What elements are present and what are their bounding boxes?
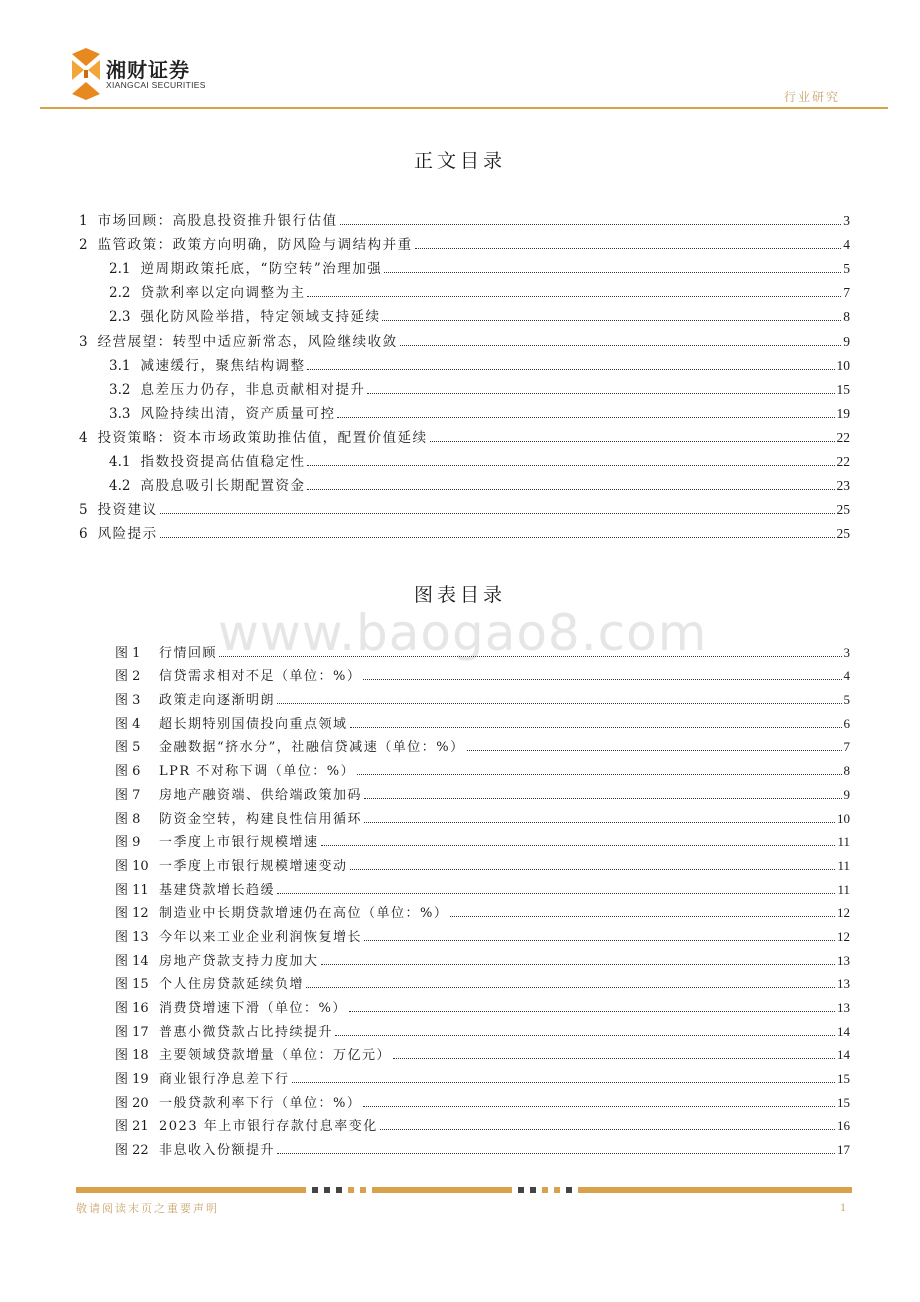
figure-entry[interactable]	[115, 874, 850, 898]
toc-entry[interactable]	[79, 350, 850, 374]
entry-number: 图 4	[115, 716, 141, 732]
dot-leader	[307, 465, 834, 466]
figure-entry[interactable]	[115, 708, 850, 732]
toc-entry[interactable]	[79, 253, 850, 277]
dot-leader	[349, 1011, 835, 1012]
figure-entry[interactable]	[115, 1016, 850, 1040]
entry-number: 3.3	[109, 405, 131, 422]
entry-number: 1	[79, 213, 88, 230]
entry-page-number: 12	[837, 928, 850, 944]
dot-leader	[350, 869, 836, 870]
entry-number: 图 13	[115, 929, 149, 945]
dot-leader	[277, 703, 841, 704]
entry-page-number: 11	[837, 857, 850, 873]
entry-label: 风险提示	[97, 526, 158, 543]
entry-page-number: 13	[837, 976, 850, 992]
entry-page-number: 19	[836, 405, 850, 421]
entry-page-number: 25	[836, 526, 850, 542]
entry-number: 图 1	[115, 645, 141, 661]
entry-number: 图 15	[115, 977, 149, 993]
dot-leader	[277, 1153, 835, 1154]
dot-leader	[160, 537, 835, 538]
entry-label: 主要领域贷款增量（单位：万亿元）	[159, 1048, 392, 1064]
entry-label: 经营展望：转型中适应新常态，风险继续收敛	[97, 333, 398, 350]
entry-number: 图 9	[115, 835, 141, 851]
dot-leader	[307, 489, 834, 490]
figure-entry[interactable]	[115, 1040, 850, 1064]
figure-list-title: 图表目录	[413, 584, 506, 606]
entry-page-number: 22	[836, 429, 850, 445]
entry-label: 一季度上市银行规模增速	[159, 835, 319, 851]
dot-leader	[430, 441, 835, 442]
entry-page-number: 3	[843, 644, 850, 660]
entry-number: 图 20	[115, 1095, 149, 1111]
figure-entry[interactable]	[115, 898, 850, 922]
figure-entry[interactable]	[115, 992, 850, 1016]
entry-page-number: 9	[843, 333, 850, 349]
entry-label: 金融数据“挤水分”，社融信贷减速（单位：%）	[159, 740, 465, 756]
dot-leader	[307, 296, 841, 297]
entry-label: 高股息吸引长期配置资金	[140, 478, 306, 495]
entry-label: 消费贷增速下滑（单位：%）	[159, 1001, 347, 1016]
watermark: www.baogao8.com	[218, 604, 708, 662]
dot-leader	[307, 369, 834, 370]
figure-entry[interactable]	[115, 1111, 850, 1135]
entry-page-number: 13	[837, 952, 850, 968]
entry-label: 政策走向逐渐明朗	[159, 693, 276, 709]
entry-label: 房地产贷款支持力度加大	[159, 953, 319, 969]
toc-entry[interactable]	[79, 374, 850, 398]
entry-page-number: 25	[836, 502, 850, 518]
entry-number: 6	[79, 526, 88, 543]
dot-leader	[357, 774, 841, 775]
dot-leader	[384, 272, 841, 273]
figure-entry[interactable]	[115, 969, 850, 993]
entry-number: 图 6	[115, 764, 141, 780]
toc-entry[interactable]	[79, 205, 850, 229]
entry-label: 一季度上市银行规模增速变动	[159, 858, 348, 874]
toc-entry[interactable]	[79, 229, 850, 253]
footer-disclaimer-note: 敬请阅读末页之重要声明	[76, 1202, 219, 1215]
entry-number: 图 2	[115, 669, 141, 685]
figure-entry[interactable]	[115, 1063, 850, 1087]
entry-number: 图 14	[115, 953, 149, 969]
entry-label: 非息收入份额提升	[159, 1143, 276, 1159]
toc-entry[interactable]	[79, 422, 850, 446]
entry-number: 5	[79, 502, 88, 519]
entry-page-number: 10	[837, 810, 850, 826]
entry-label: 房地产融资端、供给端政策加码	[159, 787, 363, 803]
entry-page-number: 22	[836, 454, 850, 470]
dot-leader	[350, 727, 842, 728]
entry-number: 图 12	[115, 906, 149, 922]
dot-leader	[467, 750, 842, 751]
entry-label: 普惠小微贷款占比持续提升	[159, 1024, 334, 1040]
figure-entry[interactable]	[115, 755, 850, 779]
dot-leader	[321, 964, 835, 965]
entry-page-number: 8	[843, 309, 850, 325]
entry-page-number: 9	[843, 786, 850, 802]
toc-list	[79, 205, 850, 542]
entry-page-number: 7	[843, 739, 850, 755]
entry-page-number: 17	[837, 1142, 850, 1158]
entry-label: 行情回顾	[159, 645, 218, 661]
entry-page-number: 14	[837, 1047, 850, 1063]
toc-entry[interactable]	[79, 494, 850, 518]
toc-entry[interactable]	[79, 398, 850, 422]
entry-number: 图 19	[115, 1072, 149, 1088]
footer-bar-segment	[76, 1187, 306, 1193]
entry-number: 2.3	[109, 309, 131, 326]
entry-number: 图 16	[115, 1001, 149, 1016]
entry-label: 个人住房贷款延续负增	[159, 977, 305, 993]
figure-entry[interactable]	[115, 1134, 850, 1158]
figure-entry[interactable]	[115, 850, 850, 874]
dot-leader	[363, 679, 841, 680]
footer-bar-segment	[372, 1187, 512, 1193]
figure-entry[interactable]	[115, 637, 850, 661]
entry-number: 2.2	[109, 285, 131, 302]
entry-label: 一般贷款利率下行（单位：%）	[159, 1095, 362, 1111]
figure-entry[interactable]	[115, 803, 850, 827]
entry-label: LPR 不对称下调（单位：%）	[159, 764, 356, 780]
entry-label: 息差压力仍存，非息贡献相对提升	[140, 381, 366, 398]
entry-number: 图 22	[115, 1143, 149, 1159]
entry-number: 3	[79, 333, 88, 350]
dot-leader	[321, 845, 836, 846]
dot-leader	[367, 393, 834, 394]
entry-page-number: 5	[843, 692, 850, 708]
entry-number: 3.2	[109, 381, 131, 398]
entry-page-number: 23	[836, 478, 850, 494]
toc-entry[interactable]	[79, 470, 850, 494]
entry-label: 市场回顾：高股息投资推升银行估值	[97, 213, 338, 230]
entry-label: 2023 年上市银行存款付息率变化	[159, 1119, 378, 1135]
entry-number: 图 10	[115, 858, 149, 874]
entry-number: 图 7	[115, 787, 141, 803]
entry-label: 指数投资提高估值稳定性	[140, 454, 306, 471]
entry-label: 商业银行净息差下行	[159, 1072, 290, 1088]
entry-page-number: 6	[843, 715, 850, 731]
dot-leader	[364, 798, 841, 799]
entry-page-number: 4	[843, 237, 850, 253]
entry-number: 3.1	[109, 357, 131, 374]
entry-page-number: 5	[843, 261, 850, 277]
dot-leader	[277, 893, 835, 894]
entry-number: 图 11	[115, 882, 149, 898]
page-number: 1	[840, 1200, 846, 1214]
entry-page-number: 3	[843, 213, 850, 229]
entry-page-number: 12	[837, 905, 850, 921]
figure-entry[interactable]	[115, 779, 850, 803]
section-label: 行业研究	[783, 90, 840, 104]
figure-entry[interactable]	[115, 1087, 850, 1111]
dot-leader	[450, 916, 835, 917]
entry-page-number: 13	[837, 1000, 850, 1015]
entry-number: 图 8	[115, 811, 141, 827]
entry-number: 2	[79, 237, 88, 254]
entry-page-number: 8	[843, 763, 850, 779]
entry-label: 逆周期政策托底，“防空转”治理加强	[140, 261, 383, 278]
entry-number: 图 3	[115, 693, 141, 709]
dot-leader	[340, 224, 842, 225]
dot-leader	[415, 248, 842, 249]
entry-number: 4.1	[109, 454, 131, 471]
dot-leader	[335, 1035, 835, 1036]
figure-entry[interactable]	[115, 684, 850, 708]
entry-page-number: 15	[837, 1094, 850, 1110]
entry-label: 风险持续出清，资产质量可控	[140, 405, 336, 422]
dot-leader	[306, 987, 835, 988]
entry-label: 信贷需求相对不足（单位：%）	[159, 669, 362, 685]
entry-page-number: 7	[843, 285, 850, 301]
entry-label: 今年以来工业企业利润恢复增长	[159, 929, 363, 945]
toc-entry[interactable]	[79, 518, 850, 542]
entry-label: 基建贷款增长趋缓	[159, 882, 276, 898]
entry-page-number: 16	[837, 1118, 850, 1134]
xiangcai-logo-icon	[70, 48, 102, 100]
entry-number: 4	[79, 429, 88, 446]
entry-number: 图 18	[115, 1048, 149, 1064]
dot-leader	[393, 1058, 835, 1059]
entry-number: 2.1	[109, 261, 131, 278]
entry-label: 贷款利率以定向调整为主	[140, 285, 306, 302]
entry-page-number: 10	[836, 357, 850, 373]
entry-page-number: 11	[837, 881, 850, 897]
entry-page-number: 15	[837, 1071, 850, 1087]
entry-number: 4.2	[109, 478, 131, 495]
figure-entry[interactable]	[115, 827, 850, 851]
dot-leader	[382, 320, 841, 321]
entry-label: 投资策略：资本市场政策助推估值，配置价值延续	[97, 429, 428, 446]
brand-name-en: XIANGCAI SECURITIES	[106, 80, 206, 90]
entry-label: 强化防风险举措，特定领域支持延续	[140, 309, 381, 326]
dot-leader	[363, 1106, 835, 1107]
figure-list	[115, 637, 850, 1158]
dot-leader	[292, 1082, 835, 1083]
dot-leader	[400, 345, 842, 346]
entry-number: 图 5	[115, 740, 141, 756]
dot-leader	[364, 940, 835, 941]
footer-bar-segment	[578, 1187, 852, 1193]
dot-leader	[160, 513, 835, 514]
figure-entry[interactable]	[115, 661, 850, 685]
entry-label: 投资建议	[97, 502, 158, 519]
figure-entry[interactable]	[115, 921, 850, 945]
header-divider	[40, 107, 888, 109]
entry-number: 图 17	[115, 1024, 149, 1040]
brand-name-cn: 湘财证券	[106, 58, 190, 82]
entry-page-number: 14	[837, 1023, 850, 1039]
entry-page-number: 4	[843, 668, 850, 684]
entry-page-number: 11	[837, 834, 850, 850]
toc-entry[interactable]	[79, 446, 850, 470]
dot-leader	[219, 656, 841, 657]
entry-label: 制造业中长期贷款增速仍在高位（单位：%）	[159, 906, 449, 922]
dot-leader	[380, 1129, 835, 1130]
toc-entry[interactable]	[79, 301, 850, 325]
toc-entry[interactable]	[79, 277, 850, 301]
footer-bar	[76, 1187, 852, 1193]
entry-label: 减速缓行，聚焦结构调整	[140, 357, 306, 374]
entry-label: 防资金空转，构建良性信用循环	[159, 811, 363, 827]
dot-leader	[337, 417, 834, 418]
toc-title: 正文目录	[413, 150, 506, 172]
entry-label: 监管政策：政策方向明确，防风险与调结构并重	[97, 237, 413, 254]
toc-entry[interactable]	[79, 325, 850, 349]
dot-leader	[364, 822, 835, 823]
entry-label: 超长期特别国债投向重点领域	[159, 716, 348, 732]
figure-entry[interactable]	[115, 945, 850, 969]
entry-number: 图 21	[115, 1119, 149, 1135]
figure-entry[interactable]	[115, 732, 850, 756]
entry-page-number: 15	[836, 381, 850, 397]
